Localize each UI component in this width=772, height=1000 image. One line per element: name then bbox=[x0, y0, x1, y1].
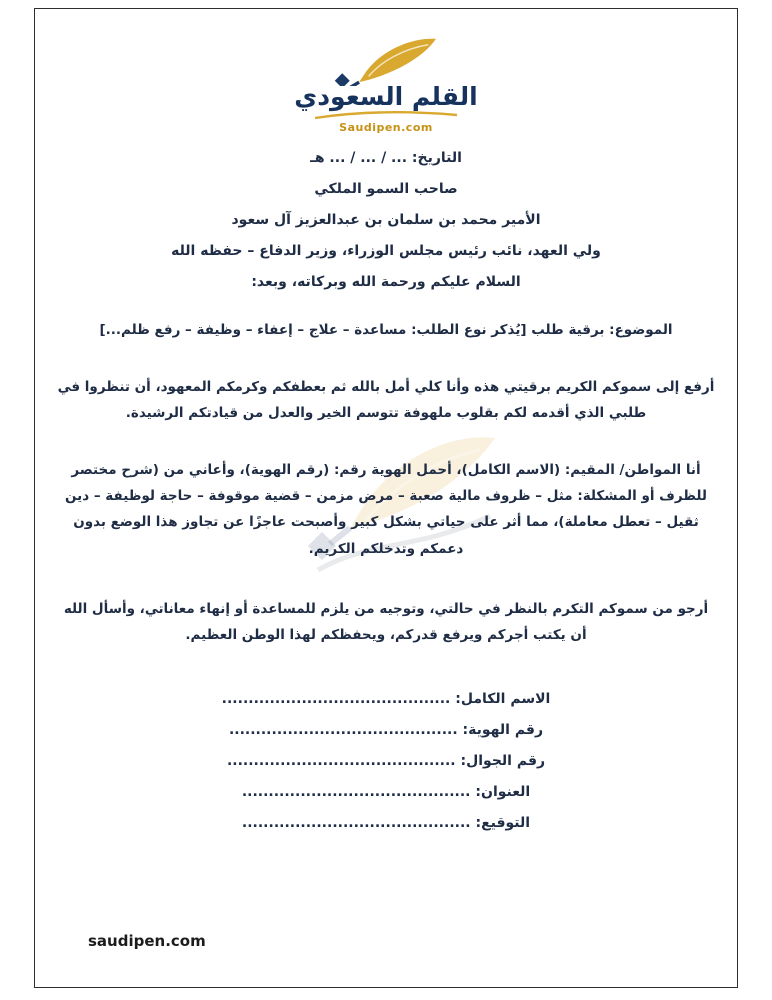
field-dots-full-name: ........................................... bbox=[221, 690, 451, 707]
field-label-id-number: رقم الهوية: bbox=[462, 721, 544, 738]
field-row-full-name bbox=[0, 691, 772, 707]
field-row-id-number bbox=[0, 722, 772, 738]
salutation-prince-name: الأمير محمد بن سلمان بن عبدالعزيز آل سعود bbox=[231, 212, 541, 228]
signature-fields bbox=[0, 691, 772, 831]
footer-site-name: saudipen.com bbox=[88, 932, 206, 950]
field-row-mobile-number bbox=[0, 753, 772, 769]
field-label-mobile-number: رقم الجوال: bbox=[460, 752, 546, 769]
logo-title: القلم السعودي bbox=[294, 82, 478, 111]
greeting-line: السلام عليكم ورحمة الله وبركاته، وبعد: bbox=[251, 274, 521, 290]
field-label-full-name: الاسم الكامل: bbox=[455, 690, 551, 707]
field-dots-address: ........................................... bbox=[241, 783, 471, 800]
field-dots-id-number: ........................................... bbox=[228, 721, 458, 738]
logo-swoosh-icon bbox=[311, 111, 461, 120]
field-row-signature bbox=[0, 815, 772, 831]
quill-logo-icon bbox=[327, 36, 445, 86]
paragraph-request-intro: أرفع إلى سموكم الكريم برقيتي هذه وأنا كلي أمل بالله ثم بعطفكم وكرمكم المعهود، أن تنظروا في طلبي الذي أقدمه لكم بقلوب ملهوفة تتوسم الخير والعدل من قيادتكم الرشيدة. bbox=[57, 379, 715, 422]
salutation-titles: ولي العهد، نائب رئيس مجلس الوزراء، وزير الدفاع – حفظه الله bbox=[171, 243, 601, 259]
field-label-address: العنوان: bbox=[475, 783, 531, 800]
field-label-signature: التوقيع: bbox=[475, 814, 531, 831]
field-row-address bbox=[0, 784, 772, 800]
saudipen-logo bbox=[256, 36, 516, 134]
paragraph-applicant-details: أنا المواطن/ المقيم: (الاسم الكامل)، أحمل الهوية رقم: (رقم الهوية)، وأعاني من (شرح مختصر للظرف أو المشكلة: مثل – ظروف مالية صعبة – مرض مزمن – قضية موقوفة – حاجة لوظيفة – دين ثقيل – تعطل معاملة)، مما أثر على حياتي بشكل كبير وأصبحت عاجزًا عن تجاوز هذا الوضع بدون دعمكم وتدخلكم الكريم. bbox=[65, 461, 707, 557]
paragraph-closing-plea: أرجو من سموكم التكرم بالنظر في حالتي، وتوجيه من يلزم للمساعدة أو إنهاء معاناتي، وأسأل الله أن يكتب أجركم ويرفع قدركم، ويحفظكم لهذا الوطن العظيم. bbox=[63, 600, 709, 644]
field-dots-mobile-number: ........................................... bbox=[226, 752, 456, 769]
logo-subtitle: Saudipen.com bbox=[339, 121, 433, 134]
subject-line: الموضوع: برقية طلب [يُذكر نوع الطلب: مساعدة – علاج – إعفاء – وظيفة – رفع ظلم...] bbox=[99, 322, 673, 338]
field-dots-signature: ........................................... bbox=[241, 814, 471, 831]
date-line: التاريخ: ... / ... / ... هـ bbox=[310, 150, 462, 166]
salutation-royal-highness: صاحب السمو الملكي bbox=[314, 181, 458, 197]
